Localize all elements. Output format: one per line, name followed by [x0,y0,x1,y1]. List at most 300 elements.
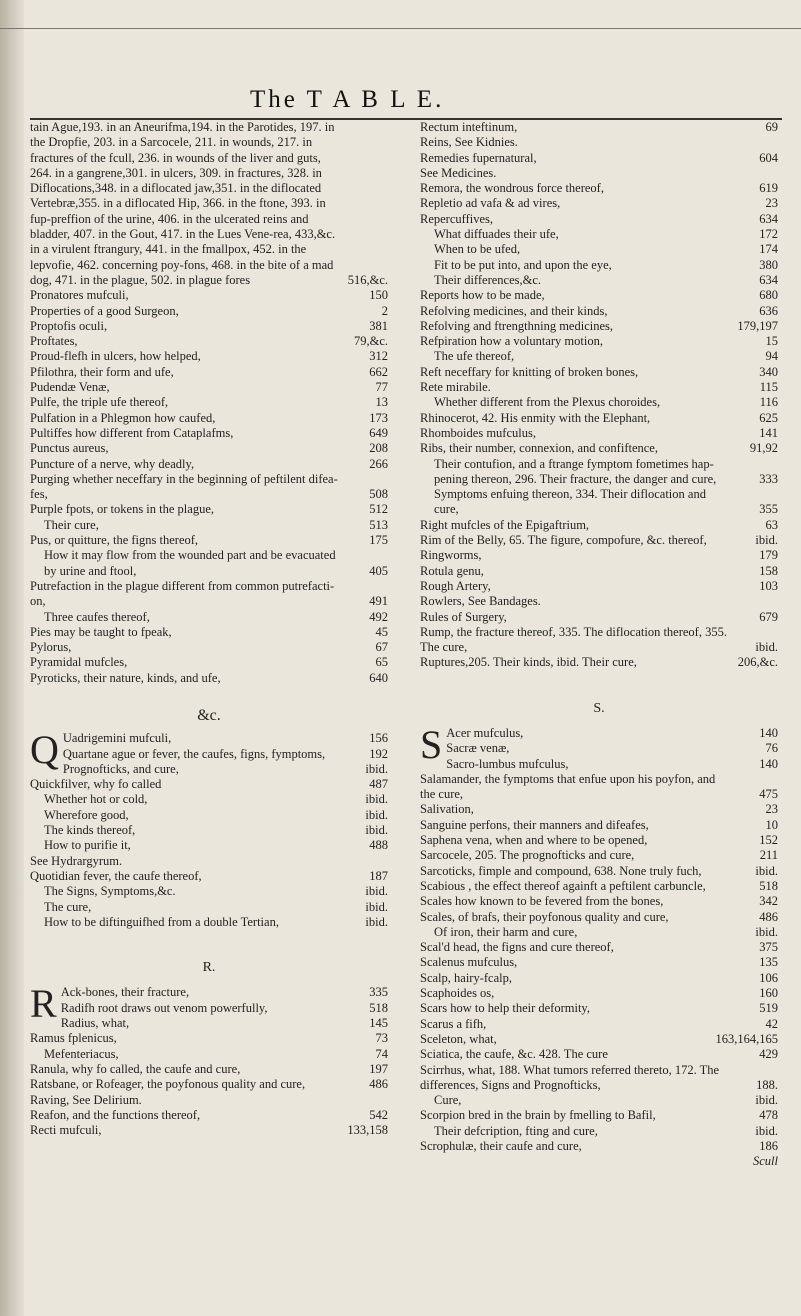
section-letter-r: R. [202,960,216,976]
entry-page: 266 [369,456,388,471]
q-section-ornament: &c. [197,706,221,724]
index-entry [30,655,388,670]
entry-text: Fit to be put into, and upon the eye, [434,257,612,272]
index-entry [420,1032,778,1047]
entry-text: Rowlers, See Bandages. [420,594,541,609]
entry-page: 69 [765,120,778,134]
entry-text: Rhomboides mufculus, [420,425,536,440]
index-entry [420,120,778,135]
index-entry [30,854,388,869]
index-entry [30,869,388,884]
entry-page: 381 [369,318,388,333]
entry-page: 375 [759,940,778,955]
index-entry [30,610,388,625]
entry-page: 640 [369,670,388,685]
entry-page: 65 [375,655,388,670]
entry-text: Scaphoides os, [420,986,495,1001]
index-entry [30,579,388,610]
entry-page: 491 [369,594,388,609]
entry-page: 160 [759,986,778,1001]
index-entry [420,288,778,303]
index-entry [420,564,778,579]
entry-page: 662 [369,364,388,379]
index-entry [30,985,388,1000]
entry-text: Pudendæ Venæ, [30,380,110,395]
entry-text: Scarus a fifh, [420,1016,487,1031]
r-entries [30,985,388,1138]
index-entry [30,884,388,899]
entry-text: Their defcription, fting and cure, [434,1123,598,1138]
entry-page: ibid. [755,863,778,878]
entry-page: 342 [759,894,778,909]
entry-text: Properties of a good Surgeon, [30,303,179,318]
entry-text: Purging whether neceffary in the beginning of peftilent difea-fes, [30,471,338,502]
entry-page: 163,164,165 [715,1031,778,1046]
entry-text: Whether hot or cold, [44,792,148,807]
entry-page: 636 [759,303,778,318]
index-entry [420,1063,778,1094]
entry-text: Quartane ague or fever, the caufes, figns, fymptoms, [62,746,326,761]
entry-text: Pultiffes how different from Cataplafms, [30,425,234,440]
entry-page: 488 [369,838,388,853]
entry-page: 145 [369,1016,388,1031]
entry-text: Uadrigemini mufculi, [62,731,172,746]
entry-page: 106 [759,970,778,985]
entry-text: Repletio ad vafa & ad vires, [420,196,561,211]
entry-text: Recti mufculi, [30,1123,102,1138]
index-entry [420,925,778,940]
entry-page: ibid. [365,823,388,838]
entry-text: Their cure, [44,517,99,532]
entry-text: Rete mirabile. [420,380,491,395]
entry-text: Rules of Surgery, [420,609,507,624]
entry-text: Sarcocele, 205. The prognofticks and cure, [420,848,635,863]
index-entry [30,823,388,838]
entry-text: Radifh root draws out venom powerfully, [60,1000,268,1015]
dropcap-s: S [420,725,443,767]
entry-page: 150 [369,288,388,303]
entry-text: Pies may be taught to fpeak, [30,624,172,639]
index-entry [30,1031,388,1046]
entry-page: 492 [369,609,388,624]
entry-page: 335 [369,985,388,1000]
index-entry [30,1062,388,1077]
entry-page: 186 [759,1139,778,1153]
entry-page: 475 [759,787,778,802]
entry-page: 516,&c. [347,272,388,287]
entry-page: 141 [759,425,778,440]
entry-text: Purple fpots, or tokens in the plague, [30,502,214,517]
entry-text: Rough Artery, [420,578,491,593]
index-entry [420,579,778,594]
entry-page: 13 [375,395,388,410]
entry-page: 91,92 [749,441,778,456]
entry-page: 312 [369,349,388,364]
entry-text: The cure, [44,899,92,914]
entry-text: The ufe thereof, [434,349,515,364]
entry-page: 197 [369,1061,388,1076]
entry-page: ibid. [365,761,388,776]
index-entry [420,802,778,817]
entry-text: Ramus fplenicus, [30,1031,117,1046]
dropcap-r: R [30,985,57,1027]
entry-text: Quotidian fever, the caufe thereof, [30,868,202,883]
entry-text: Wherefore good, [44,807,129,822]
dropcap-q: Q [30,731,59,773]
index-entry [420,741,778,756]
entry-text: Salivation, [420,802,474,817]
entry-text: See Hydrargyrum. [30,853,123,868]
index-entry [420,1108,778,1123]
entry-text: Scirrhus, what, 188. What tumors referred thereto, 172. The differences, Signs and Prognofticks, [420,1062,720,1092]
index-entry [420,1093,778,1108]
index-entry [30,640,388,655]
entry-page: ibid. [755,533,778,548]
entry-text: Rhinocerot, 42. His enmity with the Elephant, [420,410,651,425]
entry-text: Remora, the wondrous force thereof, [420,181,604,196]
entry-page: 63 [765,517,778,532]
entry-page: 115 [759,380,778,395]
section-s [420,726,778,1154]
entry-page: 174 [759,242,778,257]
entry-text: Scal'd head, the figns and cure thereof, [420,940,614,955]
index-entry [420,910,778,925]
index-entry [420,548,778,563]
entry-text: Pulfation in a Phlegmon how caufed, [30,410,216,425]
index-entry [30,319,388,334]
entry-page: 152 [759,833,778,848]
left-entries [30,120,388,686]
index-entry [30,838,388,853]
right-entries [420,120,778,671]
entry-page: 77 [375,380,388,395]
index-entry [420,334,778,349]
index-entry [420,380,778,395]
index-entry [30,792,388,807]
section-letter-s: S. [593,700,605,716]
entry-page: 173 [369,410,388,425]
index-entry [30,625,388,640]
index-entry [30,1016,388,1031]
index-entry [420,610,778,625]
index-entry [420,242,778,257]
index-entry [420,894,778,909]
entry-text: Sacro-lumbus mufculus, [446,756,569,771]
index-entry [420,181,778,196]
index-entry [30,411,388,426]
index-entry [420,304,778,319]
index-entry [420,151,778,166]
index-entry [420,166,778,181]
entry-text: Rump, the fracture thereof, 335. The diflocation thereof, 355. The cure, [420,624,727,655]
entry-text: See Medicines. [420,165,497,180]
entry-page: 679 [759,609,778,624]
index-entry [420,441,778,456]
index-entry [30,747,388,762]
entry-page: ibid. [365,807,388,822]
index-entry [420,411,778,426]
entry-text: Right mufcles of the Epigaftrium, [420,517,590,532]
entry-page: ibid. [365,899,388,914]
entry-text: Sciatica, the caufe, &c. 428. The cure [420,1047,608,1062]
entry-text: Scalp, hairy-fcalp, [420,970,512,985]
entry-text: Acer mufculus, [446,725,524,740]
entry-page: 486 [369,1077,388,1092]
entry-text: Rectum inteftinum, [420,120,518,134]
entry-text: Refolving and ftrengthning medicines, [420,318,614,333]
index-entry [420,212,778,227]
entry-page: ibid. [755,640,778,655]
entry-page: 94 [765,349,778,364]
index-entry [420,879,778,894]
entry-page: 519 [759,1001,778,1016]
entry-text: Scales how known to be fevered from the bones, [420,894,664,909]
entry-text: Ruptures,205. Their kinds, ibid. Their cure, [420,655,637,670]
index-entry [420,940,778,955]
entry-page: 79,&c. [353,334,388,349]
entry-page: 188. [756,1077,778,1092]
entry-text: Reft neceffary for knitting of broken bones, [420,364,639,379]
entry-page: 140 [759,756,778,771]
entry-page: 192 [369,746,388,761]
index-entry [420,655,778,670]
index-entry [420,227,778,242]
entry-page: 486 [759,909,778,924]
index-entry [420,848,778,863]
index-entry [30,731,388,746]
index-entry [30,304,388,319]
index-entry [420,757,778,772]
index-entry [30,671,388,686]
index-entry [30,502,388,517]
index-entry [420,196,778,211]
index-entry [420,1124,778,1139]
entry-page: 135 [759,955,778,970]
index-entry [420,426,778,441]
index-entry [30,365,388,380]
index-entry [420,833,778,848]
entry-page: 340 [759,364,778,379]
index-entry [420,258,778,273]
entry-text: Ribs, their number, connexion, and confiftence, [420,441,658,456]
entry-text: Rotula genu, [420,563,484,578]
entry-text: Proptofis oculi, [30,318,108,333]
entry-page: 512 [369,502,388,517]
entry-page: 604 [759,150,778,165]
entry-text: Pulfe, the triple ufe thereof, [30,395,169,410]
entry-page: 619 [759,181,778,196]
index-entry [420,986,778,1001]
entry-page: 649 [369,425,388,440]
entry-page: 429 [759,1047,778,1062]
entry-text: Sanguine perfons, their manners and difeafes, [420,817,649,832]
entry-page: 508 [369,487,388,502]
entry-page: 179 [759,548,778,563]
entry-text: Rim of the Belly, 65. The figure, compofure, &c. thereof, [420,533,707,548]
entry-text: Ranula, why fo called, the caufe and cure, [30,1061,241,1076]
entry-text: The Signs, Symptoms,&c. [44,884,176,899]
index-entry [420,319,778,334]
entry-text: What diffuades their ufe, [434,227,559,242]
entry-page: 405 [369,563,388,578]
index-entry [30,915,388,930]
index-entry [420,395,778,410]
entry-text: Sacræ venæ, [446,741,510,756]
entry-page: 2 [381,303,388,318]
entry-text: Punctus aureus, [30,441,109,456]
index-entry [30,1093,388,1108]
index-entry [420,971,778,986]
index-entry [420,457,778,488]
index-entry [420,365,778,380]
index-entry [420,1047,778,1062]
index-entry [420,518,778,533]
index-entry [30,334,388,349]
entry-text: Scabious , the effect thereof againft a peftilent carbuncle, [420,878,706,893]
entry-page: ibid. [755,1093,778,1108]
entry-text: Quickfilver, why fo called [30,777,162,792]
entry-page: 45 [375,624,388,639]
entry-text: Raving, See Delirium. [30,1092,142,1107]
entry-text: Radius, what, [60,1016,130,1031]
entry-page: 518 [369,1000,388,1015]
entry-page: 23 [765,802,778,817]
index-entry [420,273,778,288]
entry-page: 478 [759,1108,778,1123]
entry-page: ibid. [755,1123,778,1138]
index-entry [420,772,778,803]
entry-text: Sceleton, what, [420,1031,497,1046]
entry-text: Three caufes thereof, [44,609,150,624]
entry-page: ibid. [365,884,388,899]
index-entry [30,380,388,395]
entry-text: Ack-bones, their fracture, [60,985,190,1000]
entry-page: 158 [759,563,778,578]
index-entry [420,625,778,656]
entry-page: 42 [765,1016,778,1031]
entry-text: Refolving medicines, and their kinds, [420,303,608,318]
right-column [420,120,778,1170]
entry-text: Salamander, the fymptoms that enfue upon his poyfon, and the cure, [420,771,716,802]
index-entry [30,762,388,777]
index-entry [30,441,388,456]
entry-page: 542 [369,1107,388,1122]
index-entry [30,426,388,441]
entry-text: Proud-flefh in ulcers, how helped, [30,349,201,364]
entry-text: Whether different from the Plexus choroides, [434,395,661,410]
entry-text: Saphena vena, when and where to be opened, [420,833,648,848]
entry-page: 116 [759,395,778,410]
entry-page: 355 [759,502,778,517]
index-entry [420,1139,778,1154]
entry-text: Pus, or quitture, the figns thereof, [30,533,199,548]
entry-page: ibid. [365,792,388,807]
catchword: Scull [753,1154,778,1169]
entry-text: Ratsbane, or Rofeager, the poyfonous quality and cure, [30,1077,306,1092]
binding-edge [0,0,24,1316]
entry-page: 74 [375,1046,388,1061]
entry-text: How it may flow from the wounded part and be evacuated by urine and ftool, [44,548,336,578]
q-entries [30,731,388,930]
entry-text: Pyramidal mufcles, [30,655,128,670]
entry-text: tain Ague,193. in an Aneurifma,194. in the Parotides, 197. in the Dropfie, 203. in a Sarcocele, 211. in wounds, 217. in fractures of the fcull, 236. in wounds of the liver and guts, 264. in a gangrene,301. in ulcers, 309. in fractures, 328. in Diflocations,348. in a diflocated jaw,351. in the diflocated Vertebræ,355. in a diflocated Hip, 366. in the ftone, 393. in fup-preffion of the urine, 406. in the ulcerated reins and bladder, 407. in the Gout, 417. in the Lues Vene-rea, 433,&c. in a virulent ftrangury, 441. in the fmallpox, 452. in the lepvofie, 462. concerning poy-fons, 468. in the bite of a mad dog, 471. in the plague, 502. in plague fores [30,120,336,287]
index-entry [30,1108,388,1123]
entry-text: Pyroticks, their nature, kinds, and ufe, [30,670,221,685]
entry-text: Reafon, and the functions thereof, [30,1107,201,1122]
entry-page: 73 [375,1031,388,1046]
entry-page: 187 [369,868,388,883]
entry-text: Scrophulæ, their caufe and cure, [420,1139,582,1153]
index-entry [420,135,778,150]
index-entry [30,808,388,823]
entry-text: Scorpion bred in the brain by fmelling to Bafil, [420,1108,656,1123]
entry-page: 680 [759,288,778,303]
entry-text: Symptoms enfuing thereon, 334. Their diflocation and cure, [434,487,706,517]
entry-text: Scars how to help their deformity, [420,1001,590,1016]
entry-text: Ringworms, [420,548,482,563]
entry-page: 67 [375,640,388,655]
index-entry [30,1123,388,1138]
entry-page: ibid. [755,924,778,939]
index-entry [420,1017,778,1032]
index-entry [420,818,778,833]
entry-text: Pylorus, [30,640,72,655]
entry-text: Cure, [434,1093,462,1108]
index-entry [30,395,388,410]
entry-text: Sarcoticks, fimple and compound, 638. None truly fuch, [420,863,702,878]
entry-page: 380 [759,257,778,272]
entry-page: 634 [759,211,778,226]
entry-page: 625 [759,410,778,425]
entry-page: 206,&c. [737,655,778,670]
entry-page: 208 [369,441,388,456]
section-q [30,731,388,930]
entry-text: How to purifie it, [44,838,131,853]
entry-text: When to be ufed, [434,242,521,257]
entry-text: Their contufion, and a ftrange fymptom fometimes hap-pening thereon, 296. Their fracture, the danger and cure, [434,456,717,486]
entry-text: Pronatores mufculi, [30,288,129,303]
entry-page: 333 [759,471,778,486]
entry-page: 518 [759,878,778,893]
entry-text: Repercuffives, [420,211,494,226]
index-entry [420,533,778,548]
index-entry [420,1001,778,1016]
index-entry [420,955,778,970]
entry-page: 23 [765,196,778,211]
index-entry [420,487,778,518]
index-entry [420,864,778,879]
entry-text: How to be diftinguifhed from a double Tertian, [44,914,279,929]
entry-page: 211 [759,848,778,863]
index-entry [30,1047,388,1062]
entry-text: Reins, See Kidnies. [420,135,518,150]
entry-text: Of iron, their harm and cure, [434,924,578,939]
entry-page: 76 [765,741,778,756]
entry-page: 140 [759,725,778,740]
entry-page: 487 [369,777,388,792]
entry-text: Prognofticks, and cure, [62,761,179,776]
entry-text: Remedies fupernatural, [420,150,537,165]
entry-page: 175 [369,533,388,548]
entry-text: Pfilothra, their form and ufe, [30,364,174,379]
entry-page: 156 [369,731,388,746]
entry-text: Proftates, [30,334,78,349]
entry-page: ibid. [365,914,388,929]
entry-text: Refpiration how a voluntary motion, [420,334,603,349]
index-entry [30,900,388,915]
entry-text: Puncture of a nerve, why deadly, [30,456,195,471]
entry-page: 103 [759,578,778,593]
